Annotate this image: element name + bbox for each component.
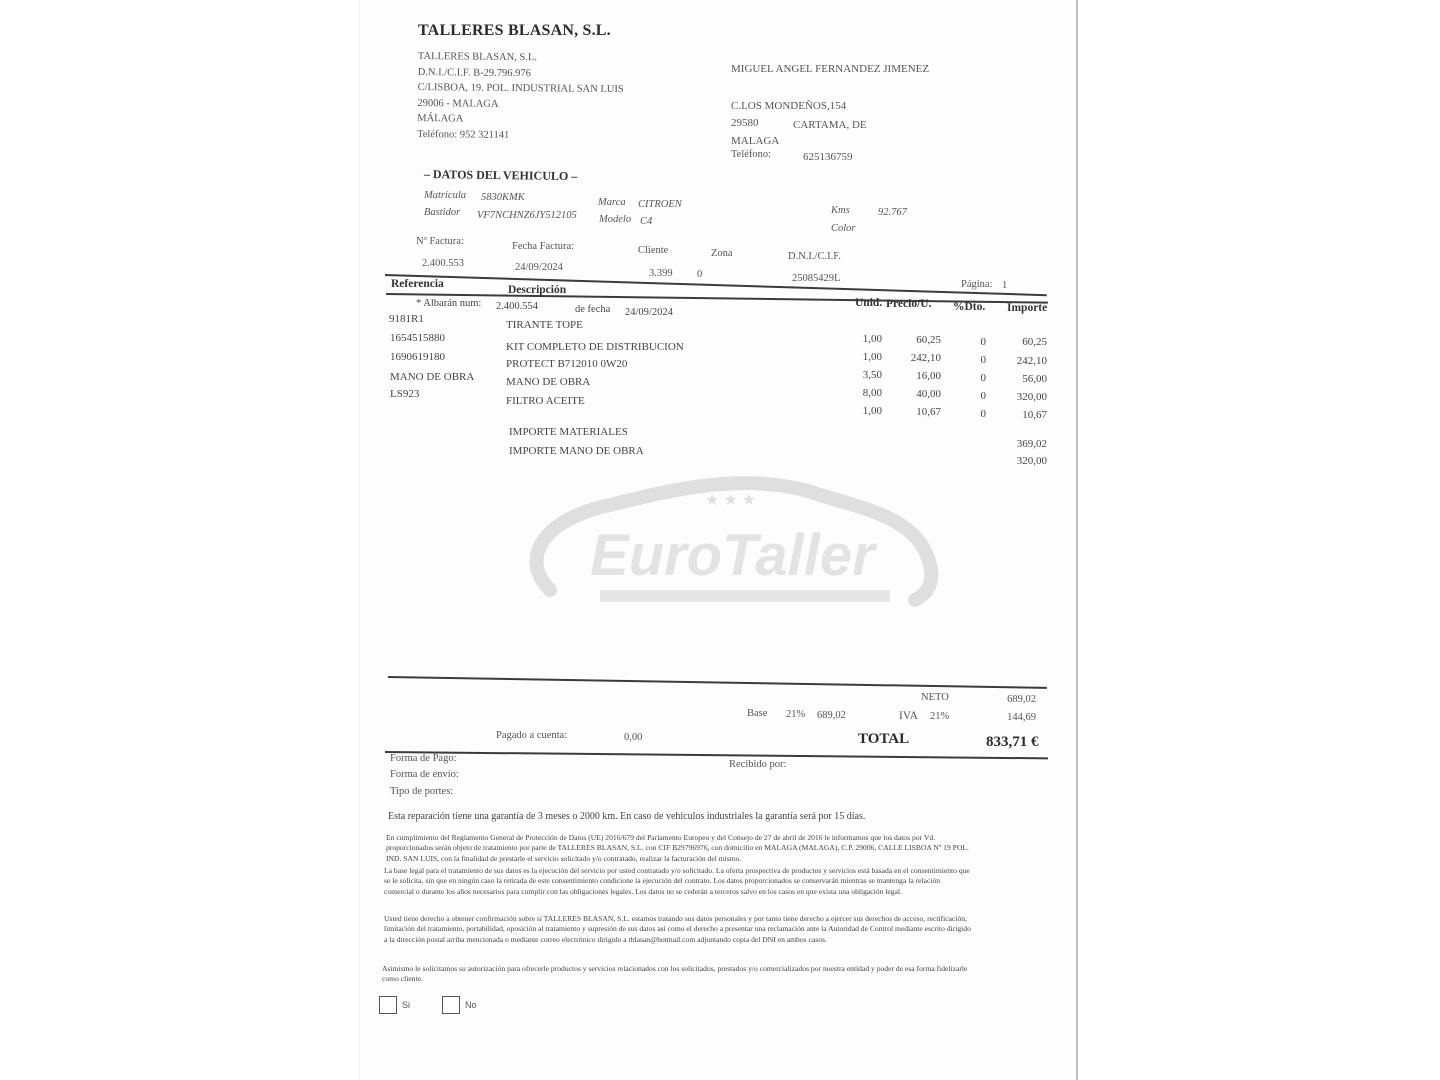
row-importe: 10,67: [1022, 409, 1047, 421]
page-label: Página:: [961, 279, 993, 290]
color-label: Color: [831, 223, 856, 234]
marca-value: CITROEN: [638, 199, 682, 210]
row-importe: 56,00: [1022, 373, 1047, 385]
data-protection-paragraph: En cumplimiento del Reglamento General de Protección de Datos (UE) 2016/679 del Parlamento Europeo y del Consejo de 27 de abril de 2016 le informamos que los datos por Vd. proporcionados serán objeto de tratamiento por parte de TALLERES BLASAN, S.L. con CIF B29796976, con domicilio en MALAGA (MALAGA), C.P. 29006, CALLE LISBOA Nº 19 POL. IND. SAN LUIS, con la finalidad de prestarle el servicio solicitado y/o contratado, realizar la facturación del mismo.: [386, 833, 969, 863]
row-precio: 40,00: [916, 388, 941, 400]
row-dto: 0: [980, 372, 986, 384]
invoice-number: 2.400.553: [422, 258, 464, 269]
row-importe: 60,25: [1022, 336, 1047, 348]
received-by-label: Recibido por:: [729, 759, 787, 770]
company-line: MÁLAGA: [417, 112, 464, 125]
client-label: Cliente: [638, 245, 669, 256]
row-ref: LS923: [390, 388, 420, 400]
consent-yes-checkbox[interactable]: [379, 996, 397, 1014]
row-desc: KIT COMPLETO DE DISTRIBUCION: [506, 341, 684, 353]
client-number: 3.399: [649, 268, 673, 279]
data-protection-paragraph: Usted tiene derecho a obtener confirmación sobre si TALLERES BLASAN, S.L. estamos tratando sus datos personales y por tanto tiene derecho a ejercer sus derechos de acceso, rectificación, limitación del tratamiento, portabilidad, oposición al tratamiento y supresión de sus datos así como el derecho a presentar una reclamación ante la Autoridad de Control mediante escrito dirigido a la dirección postal arriba mencionada o mediante correo electrónico dirigido a tblasan@hotmail.com adjuntando copia del DNI en ambos casos.: [384, 914, 971, 944]
consent-yes-label: Si: [402, 1000, 411, 1010]
header-descuento: %Dto.: [953, 301, 986, 313]
row-unid: 1,00: [862, 351, 882, 363]
row-precio: 16,00: [916, 370, 941, 382]
invoice-number-label: Nº Factura:: [416, 236, 464, 247]
zone-value: 0: [697, 269, 703, 280]
dni-value: 25085429L: [792, 273, 841, 284]
albaran-label: * Albarán num:: [416, 298, 482, 309]
row-desc: MANO DE OBRA: [506, 376, 591, 388]
total-label: TOTAL: [858, 731, 910, 747]
subtotal-materials-value: 369,02: [1016, 438, 1047, 450]
data-protection-paragraph: La base legal para el tratamiento de sus datos es la ejecución del servicio por usted contratado y/o solicitado. La oferta prospectiva de productos y servicios está basada en el consentimiento que se le solicita, sin que en ningún caso la retirada de este consentimiento condicione la ejecución del contrato. Los datos proporcionados se conservarán mientras se mantenga la relación comercial o durante los años necesarios para cumplir con las obligaciones legales. Los datos no se cederán a terceros salvo en los casos en que exista una obligación legal.: [384, 866, 970, 896]
customer-city: CARTAMA, DE: [793, 119, 867, 131]
modelo-label: Modelo: [599, 214, 632, 225]
customer-name: MIGUEL ANGEL FERNANDEZ JIMENEZ: [731, 63, 930, 75]
data-protection-paragraph: Asimismo le solicitamos su autorización para ofrecerle productos y servicios relacionados con los solicitados, prestados y/o comercializados por nuestra entidad y poder de esa forma fidelizarle como cliente.: [382, 964, 968, 984]
row-dto: 0: [980, 354, 986, 366]
row-precio: 60,25: [916, 334, 941, 346]
row-importe: 242,10: [1016, 355, 1047, 367]
albaran-number: 2.400.554: [496, 301, 538, 312]
company-title: TALLERES BLASAN, S.L.: [418, 22, 611, 39]
row-ref: MANO DE OBRA: [390, 371, 475, 383]
row-desc: TIRANTE TOPE: [506, 319, 583, 331]
row-precio: 242,10: [910, 352, 941, 364]
vehicle-section-title: – DATOS DEL VEHICULO –: [423, 167, 578, 184]
header-importe: Importe: [1007, 302, 1048, 314]
marca-label: Marca: [598, 197, 626, 208]
row-desc: FILTRO ACEITE: [506, 395, 585, 407]
invoice-date: 24/09/2024: [515, 262, 563, 273]
bastidor-value: VF7NCHNZ6JY512105: [477, 210, 577, 221]
dni-label: D.N.I./C.I.F.: [788, 251, 841, 262]
subtotal-materials-label: IMPORTE MATERIALES: [509, 426, 628, 438]
company-line: TALLERES BLASAN, S.L.: [417, 50, 538, 64]
subtotal-labour-value: 320,00: [1016, 455, 1047, 467]
row-unid: 3,50: [862, 369, 882, 381]
base-label: Base: [747, 708, 768, 719]
customer-phone-label: Teléfono:: [731, 149, 772, 160]
header-descripcion: Descripción: [508, 284, 567, 296]
albaran-date-label: de fecha: [575, 304, 611, 315]
customer-postal-code: 29580: [731, 117, 759, 129]
svg-text:★ ★ ★: ★ ★ ★: [705, 492, 757, 509]
customer-phone: 625136759: [803, 151, 853, 163]
paid-on-account-label: Pagado a cuenta:: [496, 730, 568, 741]
consent-no-checkbox[interactable]: [442, 996, 460, 1014]
matricula-label: Matrícula: [424, 190, 466, 201]
base-value: 689,02: [817, 710, 846, 721]
subtotal-labour-label: IMPORTE MANO DE OBRA: [509, 445, 644, 457]
base-percent: 21%: [786, 709, 806, 720]
header-referencia: Referencia: [391, 278, 444, 290]
total-value: 833,71 €: [986, 734, 1039, 750]
freight-type-label: Tipo de portes:: [390, 786, 454, 797]
iva-label: IVA: [899, 710, 918, 722]
row-ref: 9181R1: [389, 313, 424, 325]
iva-value: 144,69: [1007, 712, 1036, 723]
row-dto: 0: [980, 390, 986, 402]
row-dto: 0: [980, 408, 986, 420]
page-number: 1: [1002, 280, 1008, 291]
company-line: 29006 - MALAGA: [417, 97, 499, 110]
kms-label: Kms: [831, 205, 850, 216]
row-unid: 8,00: [862, 387, 882, 399]
customer-street: C.LOS MONDEÑOS,154: [731, 100, 847, 112]
shipping-method-label: Forma de envío:: [390, 769, 459, 780]
guarantee-text: Esta reparación tiene una garantía de 3 meses o 2000 km. En caso de vehículos industriales la garantía será por 15 días.: [388, 811, 866, 822]
svg-text:EuroTaller: EuroTaller: [590, 523, 875, 588]
modelo-value: C4: [640, 216, 653, 227]
company-line: D.N.I./C.I.F. B-29.796.976: [417, 66, 532, 79]
company-address: [417, 49, 624, 144]
header-unidades: Unid.: [855, 297, 883, 309]
row-unid: 1,00: [862, 333, 882, 345]
payment-method-label: Forma de Pago:: [390, 753, 457, 764]
kms-value: 92.767: [878, 207, 907, 218]
header-precio: Precio/U.: [886, 298, 932, 310]
row-ref: 1690619180: [390, 351, 445, 363]
consent-no-label: No: [465, 1000, 477, 1010]
bastidor-label: Bastidor: [424, 207, 461, 218]
iva-percent: 21%: [930, 711, 950, 722]
row-ref: 1654515880: [390, 332, 445, 344]
row-unid: 1,00: [862, 405, 882, 417]
albaran-date: 24/09/2024: [625, 307, 673, 318]
customer-province: MALAGA: [731, 135, 780, 147]
company-line: C/LISBOA, 19. POL. INDUSTRIAL SAN LUIS: [417, 81, 624, 96]
paid-on-account-value: 0,00: [624, 732, 643, 743]
matricula-value: 5830KMK: [481, 192, 525, 203]
neto-label: NETO: [921, 692, 949, 703]
eurotaller-watermark-logo: [520, 470, 940, 620]
zone-label: Zona: [711, 248, 733, 259]
row-dto: 0: [980, 336, 986, 348]
neto-value: 689,02: [1007, 694, 1036, 705]
invoice-date-label: Fecha Factura:: [512, 241, 575, 252]
row-importe: 320,00: [1016, 391, 1047, 403]
row-desc: PROTECT B712010 0W20: [506, 358, 628, 370]
company-line: Teléfono: 952 321141: [417, 128, 510, 141]
row-precio: 10,67: [916, 406, 941, 418]
